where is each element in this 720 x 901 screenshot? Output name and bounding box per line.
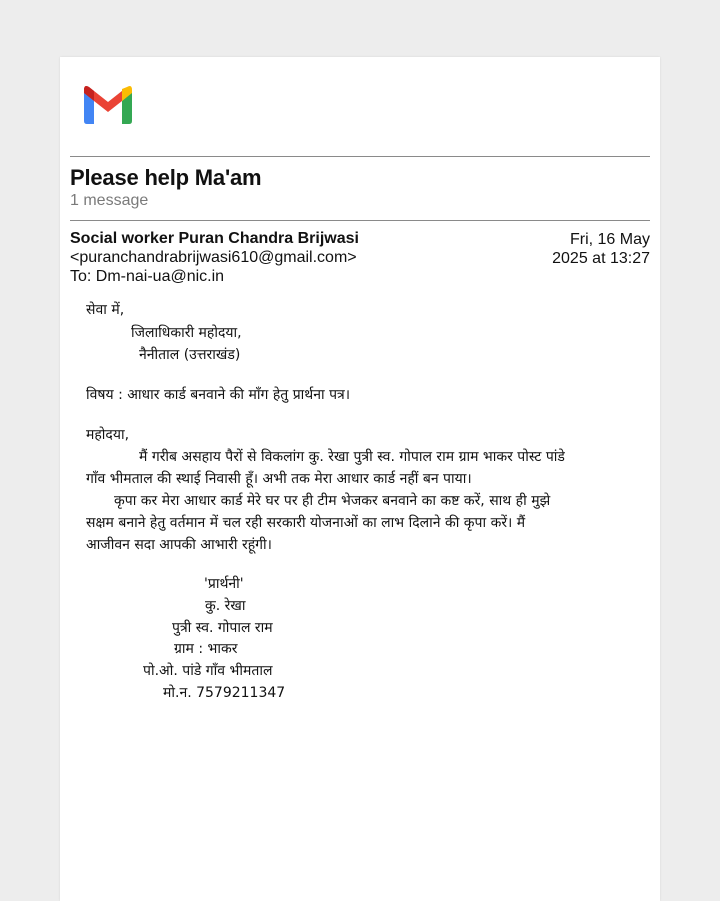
signature-line-2: कु. रेखा bbox=[205, 598, 246, 614]
body-paragraph-1-line-2: गाँव भीमताल की स्थाई निवासी हूँ। अभी तक मेरा आधार कार्ड नहीं बन पाया। bbox=[86, 471, 472, 487]
body-addressee-1: जिलाधिकारी महोदया, bbox=[131, 325, 242, 341]
message-date bbox=[552, 230, 650, 268]
body-salutation: सेवा में, bbox=[86, 302, 125, 318]
date-line-1: Fri, 16 May bbox=[569, 231, 650, 248]
body-paragraph-1-line-1: मैं गरीब असहाय पैरों से विकलांग कु. रेखा पुत्री स्व. गोपाल राम ग्राम भाकर पोस्ट पांडे bbox=[139, 449, 565, 465]
message-count: 1 message bbox=[70, 192, 149, 209]
header-divider bbox=[70, 156, 650, 157]
body-paragraph-2-line-1: कृपा कर मेरा आधार कार्ड मेरे घर पर ही टीम भेजकर बनवाने का कष्ट करें, साथ ही मुझे bbox=[114, 493, 551, 509]
date-line-2: 2025 at 13:27 bbox=[552, 250, 650, 267]
signature-line-3: पुत्री स्व. गोपाल राम bbox=[172, 620, 273, 636]
print-page bbox=[60, 57, 660, 901]
sender-email: <puranchandrabrijwasi610@gmail.com> bbox=[70, 249, 357, 266]
signature-line-4: ग्राम : भाकर bbox=[174, 641, 238, 657]
signature-line-1: 'प्रार्थनी' bbox=[204, 576, 244, 592]
sender-name: Social worker Puran Chandra Brijwasi bbox=[70, 230, 359, 247]
email-subject: Please help Ma'am bbox=[70, 165, 262, 190]
signature-line-6: मो.न. 7579211347 bbox=[163, 685, 286, 701]
body-subject-line: विषय : आधार कार्ड बनवाने की माँग हेतु प्रार्थना पत्र। bbox=[86, 387, 351, 403]
body-paragraph-2-line-3: आजीवन सदा आपकी आभारी रहूंगी। bbox=[86, 537, 272, 553]
body-paragraph-2-line-2: सक्षम बनाने हेतु वर्तमान में चल रही सरकारी योजनाओं का लाभ दिलाने की कृपा करें। मैं bbox=[86, 515, 526, 531]
body-addressee-2: नैनीताल (उत्तराखंड) bbox=[139, 347, 241, 363]
thread-divider bbox=[70, 220, 650, 221]
body-greeting: महोदया, bbox=[86, 427, 130, 443]
recipient-line: To: Dm-nai-ua@nic.in bbox=[70, 268, 225, 285]
signature-line-5: पो.ओ. पांडे गाँव भीमताल bbox=[143, 663, 273, 679]
gmail-logo-icon bbox=[82, 85, 134, 125]
